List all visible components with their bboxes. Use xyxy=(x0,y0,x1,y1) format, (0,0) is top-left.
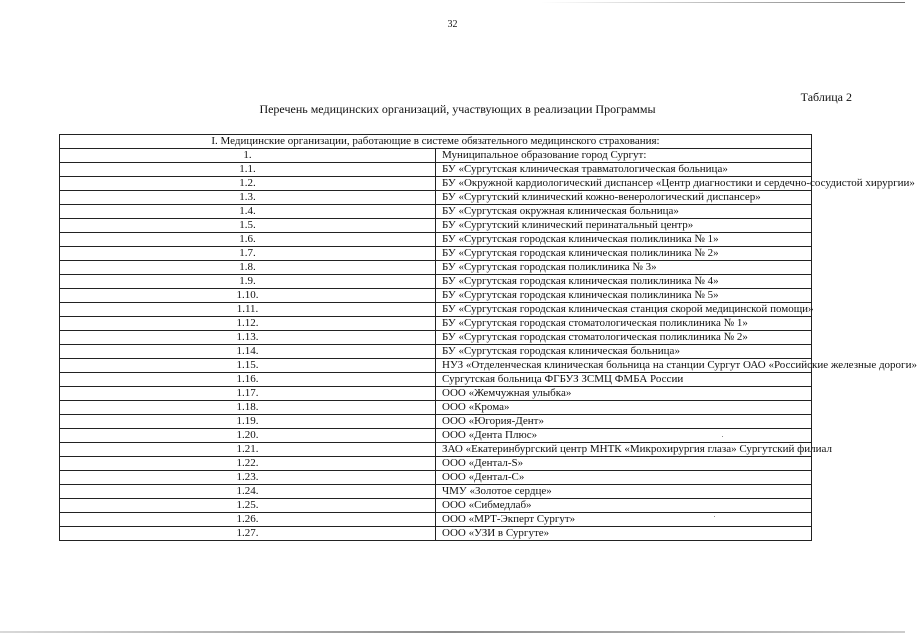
scan-speck xyxy=(722,436,723,437)
organization-name: ООО «Дента Плюс» xyxy=(436,429,812,443)
organization-name: БУ «Сургутская городская клиническая больница» xyxy=(436,345,812,359)
row-number: 1.3. xyxy=(60,191,436,205)
organization-name: ООО «Жемчужная улыбка» xyxy=(436,387,812,401)
table-row xyxy=(60,415,812,429)
organization-name: БУ «Сургутская городская стоматологическая поликлиника № 2» xyxy=(436,331,812,345)
table-row xyxy=(60,247,812,261)
organization-name: БУ «Сургутская клиническая травматологическая больница» xyxy=(436,163,812,177)
table-row xyxy=(60,457,812,471)
row-number: 1.24. xyxy=(60,485,436,499)
organization-name: БУ «Сургутский клинический перинатальный центр» xyxy=(436,219,812,233)
table-row xyxy=(60,303,812,317)
row-number: 1.11. xyxy=(60,303,436,317)
organization-name: НУЗ «Отделенческая клиническая больница на станции Сургут ОАО «Российские железные дороги» xyxy=(436,359,812,373)
page-number: 32 xyxy=(447,19,458,30)
row-number: 1.1. xyxy=(60,163,436,177)
organization-name: БУ «Сургутский клинический кожно-венерологический диспансер» xyxy=(436,191,812,205)
row-number: 1.15. xyxy=(60,359,436,373)
table-row xyxy=(60,191,812,205)
table-row xyxy=(60,429,812,443)
organization-name: ООО «Югория-Дент» xyxy=(436,415,812,429)
row-number: 1.7. xyxy=(60,247,436,261)
table-row xyxy=(60,387,812,401)
table-row xyxy=(60,233,812,247)
row-number: 1.18. xyxy=(60,401,436,415)
organization-name: ООО «УЗИ в Сургуте» xyxy=(436,527,812,541)
section-heading: I. Медицинские организации, работающие в системе обязательного медицинского страхования: xyxy=(60,135,812,149)
row-number: 1.27. xyxy=(60,527,436,541)
table-row xyxy=(60,149,812,163)
table-row xyxy=(60,513,812,527)
row-number: 1.22. xyxy=(60,457,436,471)
table-row xyxy=(60,275,812,289)
table-row xyxy=(60,317,812,331)
table-row xyxy=(60,289,812,303)
row-number: 1.23. xyxy=(60,471,436,485)
organization-name: БУ «Сургутская окружная клиническая больница» xyxy=(436,205,812,219)
table-row xyxy=(60,345,812,359)
organizations-table xyxy=(59,134,917,541)
organization-name: ООО «Сибмедлаб» xyxy=(436,499,812,513)
row-number: 1.16. xyxy=(60,373,436,387)
table-row xyxy=(60,443,812,457)
row-number: 1.25. xyxy=(60,499,436,513)
table-row xyxy=(60,359,812,373)
row-number: 1.6. xyxy=(60,233,436,247)
organization-name: БУ «Сургутская городская стоматологическая поликлиника № 1» xyxy=(436,317,812,331)
organization-name: ЧМУ «Золотое сердце» xyxy=(436,485,812,499)
document-title: Перечень медицинских организаций, участвующих в реализации Программы xyxy=(259,102,656,116)
organization-name: БУ «Сургутская городская клиническая поликлиника № 5» xyxy=(436,289,812,303)
table-row xyxy=(60,485,812,499)
row-number: 1.8. xyxy=(60,261,436,275)
organization-name: БУ «Сургутская городская клиническая поликлиника № 4» xyxy=(436,275,812,289)
row-number: 1.4. xyxy=(60,205,436,219)
table-row xyxy=(60,471,812,485)
table-row xyxy=(60,163,812,177)
section-row xyxy=(60,135,812,149)
organization-name: БУ «Сургутская городская клиническая поликлиника № 1» xyxy=(436,233,812,247)
table-row xyxy=(60,261,812,275)
row-number: 1.20. xyxy=(60,429,436,443)
table-row xyxy=(60,527,812,541)
organization-name: ООО «Крома» xyxy=(436,401,812,415)
organization-name: ООО «МРТ-Экперт Сургут» xyxy=(436,513,812,527)
organization-name: ООО «Дентал-С» xyxy=(436,471,812,485)
organizations-table-body xyxy=(60,135,917,541)
row-number: 1.12. xyxy=(60,317,436,331)
organization-name: Муниципальное образование город Сургут: xyxy=(436,149,812,163)
row-number: 1. xyxy=(60,149,436,163)
row-number: 1.21. xyxy=(60,443,436,457)
row-number: 1.17. xyxy=(60,387,436,401)
table-label: Таблица 2 xyxy=(800,90,852,104)
table-row xyxy=(60,205,812,219)
row-number: 1.19. xyxy=(60,415,436,429)
table-row xyxy=(60,401,812,415)
table-row xyxy=(60,331,812,345)
row-number: 1.14. xyxy=(60,345,436,359)
scan-speck xyxy=(714,516,715,517)
organization-name: ООО «Дентал-S» xyxy=(436,457,812,471)
row-number: 1.9. xyxy=(60,275,436,289)
organization-name: БУ «Сургутская городская клиническая станция скорой медицинской помощи» xyxy=(436,303,812,317)
row-number: 1.13. xyxy=(60,331,436,345)
organization-name: ЗАО «Екатеринбургский центр МНТК «Микрохирургия глаза» Сургутский филиал xyxy=(436,443,812,457)
table-row xyxy=(60,499,812,513)
organization-name: БУ «Сургутская городская клиническая поликлиника № 2» xyxy=(436,247,812,261)
organization-name: БУ «Окружной кардиологический диспансер «Центр диагностики и сердечно-сосудистой хирургии» xyxy=(436,177,812,191)
row-number: 1.5. xyxy=(60,219,436,233)
table-row xyxy=(60,219,812,233)
organization-name: Сургутская больница ФГБУЗ ЗСМЦ ФМБА России xyxy=(436,373,812,387)
table-row xyxy=(60,177,812,191)
row-number: 1.10. xyxy=(60,289,436,303)
row-number: 1.2. xyxy=(60,177,436,191)
table-row xyxy=(60,373,812,387)
scan-edge-top xyxy=(540,2,905,3)
row-number: 1.26. xyxy=(60,513,436,527)
scan-edge-bottom xyxy=(0,631,905,633)
organization-name: БУ «Сургутская городская поликлиника № 3» xyxy=(436,261,812,275)
